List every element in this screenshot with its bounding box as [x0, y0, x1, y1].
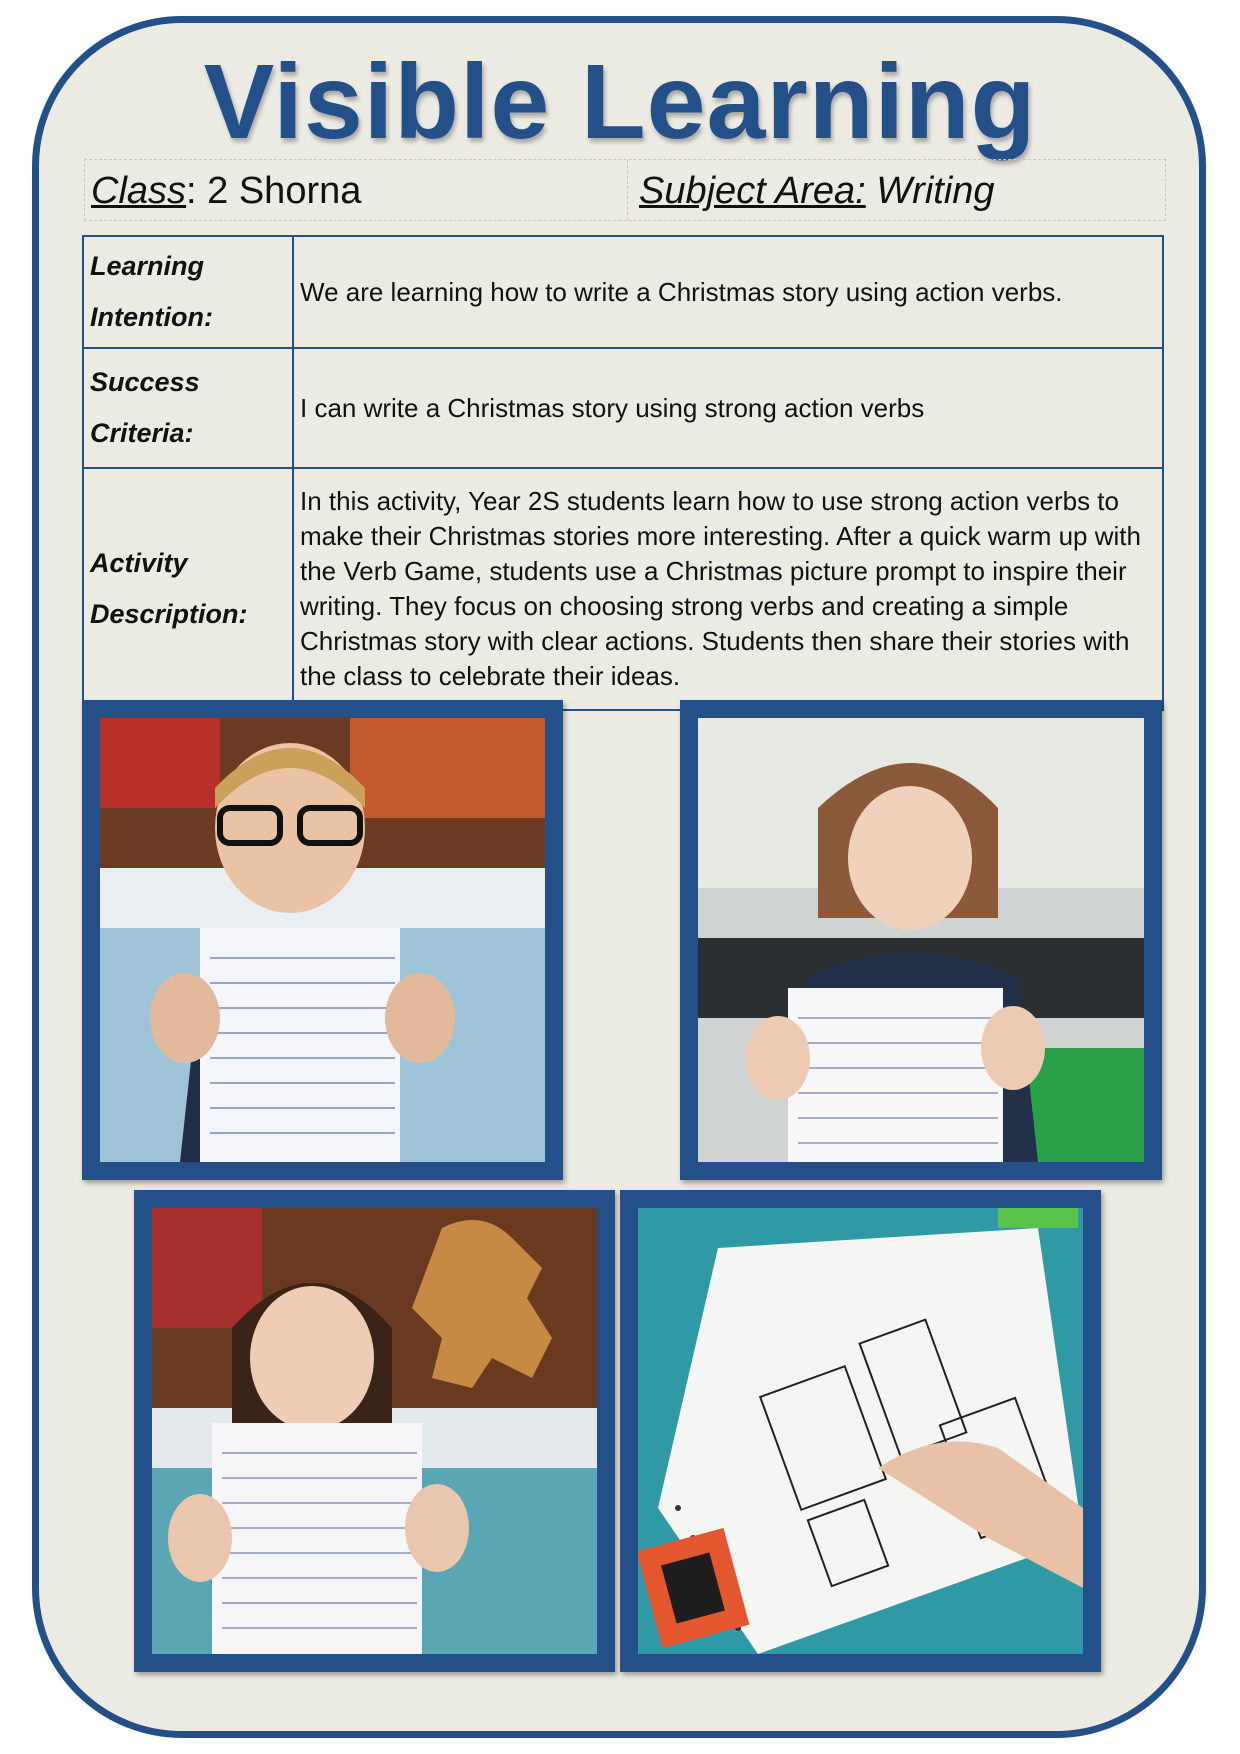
- activity-description-text: In this activity, Year 2S students learn how to use strong action verbs to make their Christmas stories more interesting. After a quick warm up with the Verb Game, students use a Christmas picture prompt to inspire their writing. They focus on choosing strong verbs and creating a simple Christmas story with clear actions. Students then share their stories with the class to celebrate their ideas.: [293, 468, 1163, 710]
- learning-intention-text: We are learning how to write a Christmas story using action verbs.: [293, 236, 1163, 348]
- page-title: Visible Learning: [203, 43, 1037, 161]
- success-criteria-text: I can write a Christmas story using strong action verbs: [293, 348, 1163, 468]
- success-criteria-label: [83, 348, 293, 468]
- table-row: [83, 348, 1163, 468]
- subject-cell: [631, 160, 1159, 220]
- photo-planning-notebook: [620, 1190, 1101, 1672]
- subject-value: Writing: [865, 170, 995, 212]
- label-line: Intention:: [90, 302, 213, 332]
- learning-intention-label: [83, 236, 293, 348]
- photo-boy-image: [100, 718, 545, 1162]
- table-row: [83, 468, 1163, 710]
- lesson-table: [82, 235, 1164, 711]
- table-row: [83, 236, 1163, 348]
- class-label: Class: [91, 170, 187, 212]
- header-row: [84, 159, 1166, 221]
- class-value: : 2 Shorna: [186, 170, 362, 212]
- label-line: Activity: [90, 548, 188, 578]
- photo-planning-notebook-image: [638, 1208, 1083, 1654]
- photo-girl-gingerbread-image: [152, 1208, 597, 1654]
- label-line: Criteria:: [90, 418, 194, 448]
- label-line: Description:: [90, 599, 248, 629]
- photo-girl-gingerbread: [134, 1190, 615, 1672]
- label-line: Success: [90, 367, 200, 397]
- label-line: Learning: [90, 251, 205, 281]
- class-cell: [91, 160, 628, 220]
- photo-girl-classroom: [680, 700, 1162, 1180]
- activity-description-label: [83, 468, 293, 710]
- photo-girl-classroom-image: [698, 718, 1144, 1162]
- photo-boy-with-story: [82, 700, 563, 1180]
- subject-label: Subject Area:: [639, 170, 866, 212]
